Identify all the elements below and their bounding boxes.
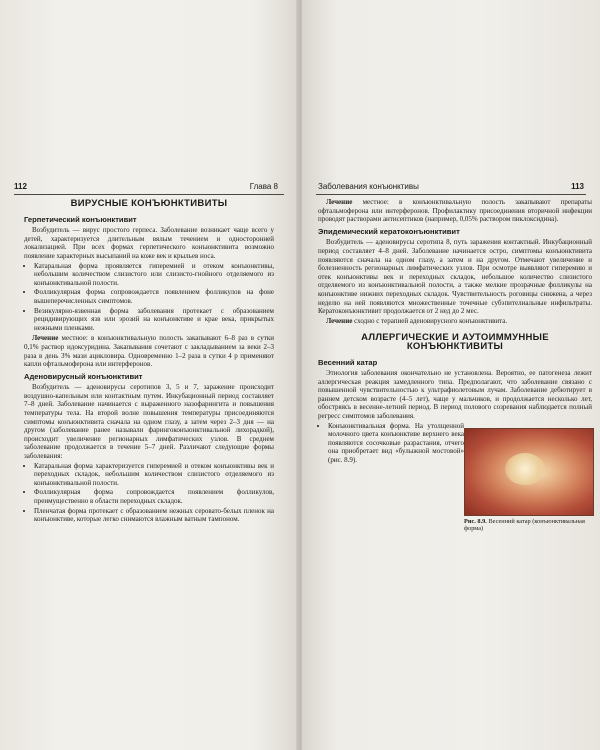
list-item: • Фолликулярная форма сопровождается появлением фолликулов на фоне вышеперечисленных симптомов. — [34, 288, 274, 305]
list-item: • Фолликулярная форма сопровождается появлением фолликулов, преимущественно в области переходных складок. — [34, 488, 274, 505]
chapter-title: Глава 8 — [249, 182, 278, 191]
bullet-list — [24, 262, 274, 333]
treatment-label: Лечение — [326, 198, 353, 206]
heading-spring-catarrh: Весенний катар — [318, 357, 378, 367]
paragraph: Возбудитель — вирус простого герпеса. Заболевание возникает чаще всего у детей, характеризуется длительным вялым течением и односторонней локализацией. При всех формах герпетического конъюнктивита возможно появление характерных высыпаний на коже век и крыльев носа. — [24, 226, 274, 260]
treatment-text: сходно с терапией аденовирусного конъюнктивита. — [352, 316, 508, 325]
treatment-paragraph — [24, 334, 274, 368]
paragraph: Этиология заболевания окончательно не установлена. Вероятно, ее патогенеза лежит аллергическая реакция замедленного типа. Предполагают, что заболевание связано с повышенной чувствительностью к ультрафиолетовым лучам. Заболевание дебютирует в раннем детском возрасте (4–5 лет), чаще у мальчиков, и продолжается несколько лет, обостряясь в весенне-летний период. В период полового созревания наблюдается полный регресс симптомов заболевания. — [318, 369, 592, 421]
section-title: АЛЛЕРГИЧЕСКИЕ И АУТОИММУННЫЕ КОНЪЮНКТИВИТЫ — [361, 332, 549, 352]
treatment-text: местное: в конъюнктивальную полость закапывают 6–8 раз в сутки 0,1% раствор идоксуридина. Закапывания сочетают с закладыванием за веки 2–3 раза в день 3% мази ацикловира. Одновременно 1–2 раза в сутки 4 р применяют капли офтальмоферона или интерферонов. — [24, 334, 274, 369]
treatment-paragraph — [318, 198, 592, 224]
heading-adenoviral: Аденовирусный конъюнктивит — [24, 371, 143, 381]
figure-caption — [464, 518, 594, 533]
right-page — [302, 0, 600, 750]
treatment-paragraph — [318, 317, 592, 326]
figure-label: Рис. 8.9. — [464, 517, 487, 525]
list-item: • Катаральная форма характеризуется гиперемией и отеком конъюнктивы век и переходных складок, небольшим количеством слизистого отделяемого из конъюнктивальной полости. — [34, 462, 274, 488]
header-rule — [316, 194, 586, 195]
figure-block — [318, 421, 592, 533]
chapter-title: Заболевания конъюнктивы — [318, 182, 419, 191]
bullet-list — [318, 422, 464, 465]
left-page-body — [24, 198, 274, 526]
left-page — [0, 0, 298, 750]
conjunctiva-photo — [464, 428, 594, 516]
page-number: 112 — [14, 182, 27, 191]
paragraph: Возбудитель — аденовирусы серотипов 3, 5 и 7, заражение происходит воздушно-капельным или контактным путем. Инкубационный период составляет 7–8 дней. Заболевание начинается с выраженного назофарингита и повышения температуры тела. На второй волне повышения температуры присоединяются симптомы конъюнктивита сначала на одном глазу, а затем через 2–3 дня — на другом (заболевание ранее называли фарингоконъюнктивальной лихорадкой), происходит увеличение регионарных лимфатических узлов. В среднем заболевание продолжается в течение 5–7 дней. Различают следующие формы заболевания: — [24, 383, 274, 461]
paragraph: Возбудитель — аденовирусы серотипа 8, путь заражения контактный. Инкубационный период составляет 4–8 дней. Заболевание начинается остро, симптомы конъюнктивита появляются сначала на одном глазу, а затем и на другом. Отмечают увеличение и болезненность регионарных лимфатических узлов. При осмотре выявляют гиперемию и отек конъюнктивы век и переходных складок, небольшое количество слизистого отделяемого из конъюнктивальной полости, а также мелкие прозрачные фолликулы на конъюнктиве нижних переходных складок. Чувствительность роговицы снижена, а через неделю на ней появляются множественные точечные субэпителиальные инфильтраты. Кератоконъюнктивит продолжается от 2 нед до 2 мес. — [318, 238, 592, 316]
page-number: 113 — [571, 182, 584, 191]
list-item: • Катаральная форма проявляется гиперемией и отеком конъюнктивы, небольшим количеством слизистого или слизисто-гнойного отделяемого из конъюнктивальной полости. — [34, 262, 274, 288]
list-item: • Везикулярно-язвенная форма заболевания протекает с образованием рецидивирующих язв или эрозий на конъюнктиве и крае века, прикрытых нежными пленками. — [34, 307, 274, 333]
right-page-body — [318, 198, 592, 533]
bullet-list — [24, 462, 274, 524]
list-item: • Конъюнктивальная форма. На утолщенной молочного цвета конъюнктиве верхнего века появляются сосочковые разрастания, отчего она приобретает вид «булыжной мостовой» (рис. 8.9). — [328, 422, 464, 465]
list-item: • Пленчатая форма протекает с образованием нежных серовато-белых пленок на конъюнктиве, которые легко снимаются влажным ватным тампоном. — [34, 507, 274, 524]
treatment-text: местное: в конъюнктивальную полость закапывают препараты офтальмоферона или интерферонов. Профилактику присоединения вторичной инфекции проводят растворами антисептиков (например, 0,05% раствором пиклоксидина). — [318, 198, 592, 224]
left-running-head — [14, 180, 284, 194]
figure-caption-text: Весенний катар (конъюнктивальная форма) — [464, 517, 585, 533]
header-rule — [14, 194, 284, 195]
section-title: ВИРУСНЫЕ КОНЪЮНКТИВИТЫ — [70, 198, 228, 209]
heading-herpetic: Герпетический конъюнктивит — [24, 214, 137, 224]
right-running-head — [316, 180, 586, 194]
heading-epidemic: Эпидемический кератоконъюнктивит — [318, 226, 460, 236]
treatment-label: Лечение — [326, 316, 353, 325]
treatment-label: Лечение — [32, 334, 59, 343]
